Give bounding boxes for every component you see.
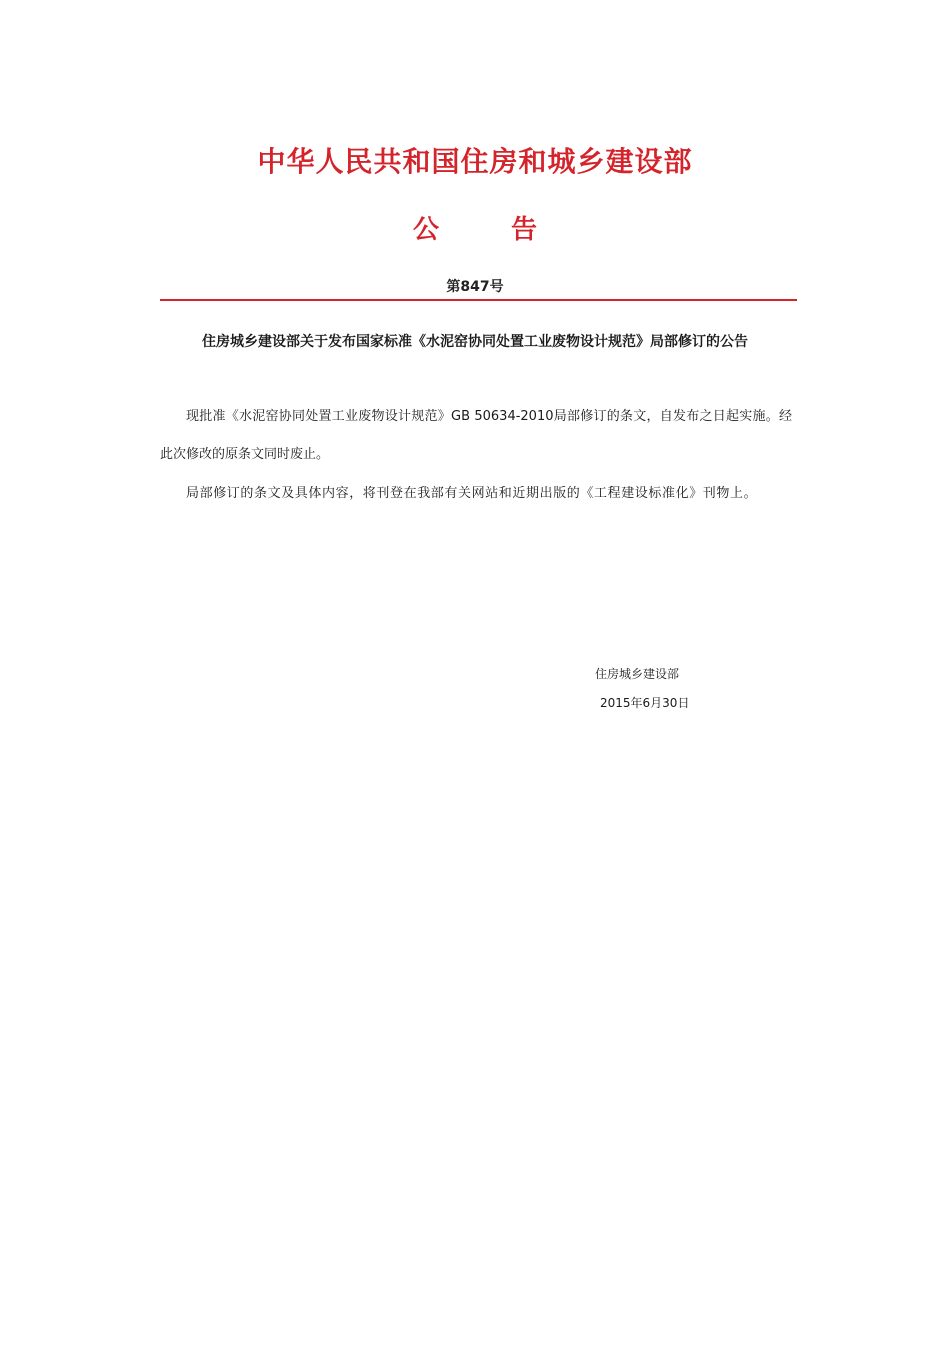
signature-organization: 住房城乡建设部 [595, 667, 680, 681]
document-number: 第847号 [446, 279, 504, 295]
doc-type-char-2: 告 [511, 215, 538, 245]
notice-title: 住房城乡建设部关于发布国家标准《水泥窑协同处置工业废物设计规范》局部修订的公告 [202, 334, 748, 350]
red-divider [160, 299, 797, 301]
doc-type-char-1: 公 [412, 215, 439, 245]
body-paragraph-1: 现批准《水泥窑协同处置工业废物设计规范》GB 50634-2010局部修订的条文，自发布之日起实施。经此次修改的原条文同时废止。 [160, 409, 792, 462]
body-paragraph-2: 局部修订的条文及具体内容，将刊登在我部有关网站和近期出版的《工程建设标准化》刊物上。 [186, 486, 758, 501]
signature-date: 2015年6月30日 [600, 696, 690, 710]
document-type-heading [0, 212, 950, 248]
issuer-heading: 中华人民共和国住房和城乡建设部 [257, 145, 693, 178]
